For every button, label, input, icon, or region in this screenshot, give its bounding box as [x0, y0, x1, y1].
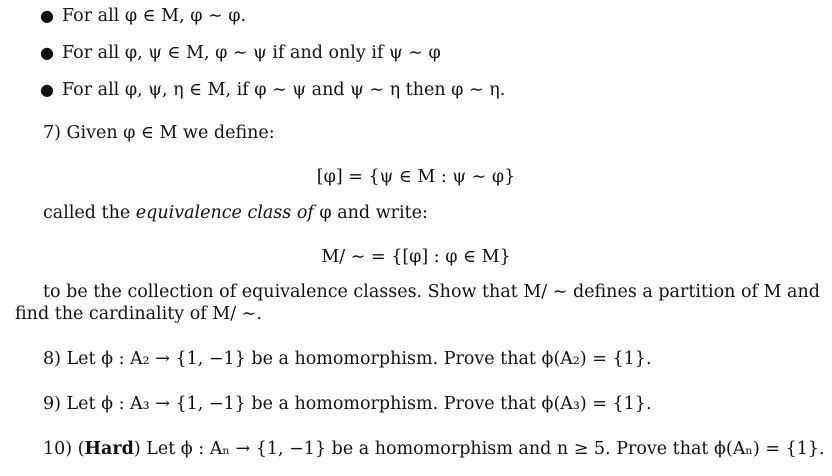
problem-10-prefix: 10) ( [43, 439, 85, 459]
bullet-item-transitive [40, 79, 505, 101]
bullet-text: For all φ, ψ, η ∈ M, if φ ∼ ψ and ψ ∼ η then φ ∼ η. [62, 80, 506, 100]
bullet-icon: ● [40, 43, 54, 62]
problem-10 [43, 438, 825, 460]
equivalence-class-term: equivalence class of [135, 203, 314, 223]
problem-10-hard-label: Hard [84, 439, 134, 459]
problem-7-intro: 7) Given φ ∈ M we define: [43, 123, 275, 143]
problem-8: 8) Let ϕ : A₂ → {1, −1} be a homomorphism. Prove that ϕ(A₂) = {1}. [43, 349, 652, 369]
bullet-icon: ● [40, 80, 54, 99]
called-after-text: φ and write: [313, 203, 428, 223]
problem-7-statement-line-2: find the cardinality of M/ ∼. [15, 304, 262, 324]
problem-10-text: ) Let ϕ : Aₙ → {1, −1} be a homomorphism and n ≥ 5. Prove that ϕ(Aₙ) = {1}. [133, 439, 825, 459]
problem-9: 9) Let ϕ : A₃ → {1, −1} be a homomorphism. Prove that ϕ(A₃) = {1}. [43, 394, 652, 414]
problem-7-statement-line-1: to be the collection of equivalence classes. Show that M/ ∼ defines a partition of M and [43, 282, 820, 302]
bullet-text: For all φ ∈ M, φ ∼ φ. [62, 6, 247, 26]
problem-7-called-line [43, 202, 428, 224]
quotient-set-equation: M/ ∼ = {[φ] : φ ∈ M} [321, 247, 511, 267]
equivalence-class-equation: [φ] = {ψ ∈ M : ψ ∼ φ} [316, 167, 516, 187]
bullet-item-symmetric [40, 42, 441, 64]
bullet-item-reflexive [40, 5, 246, 27]
bullet-text: For all φ, ψ ∈ M, φ ∼ ψ if and only if ψ ∼ φ [62, 43, 441, 63]
called-before-text: called the [43, 203, 136, 223]
bullet-icon: ● [40, 6, 54, 25]
